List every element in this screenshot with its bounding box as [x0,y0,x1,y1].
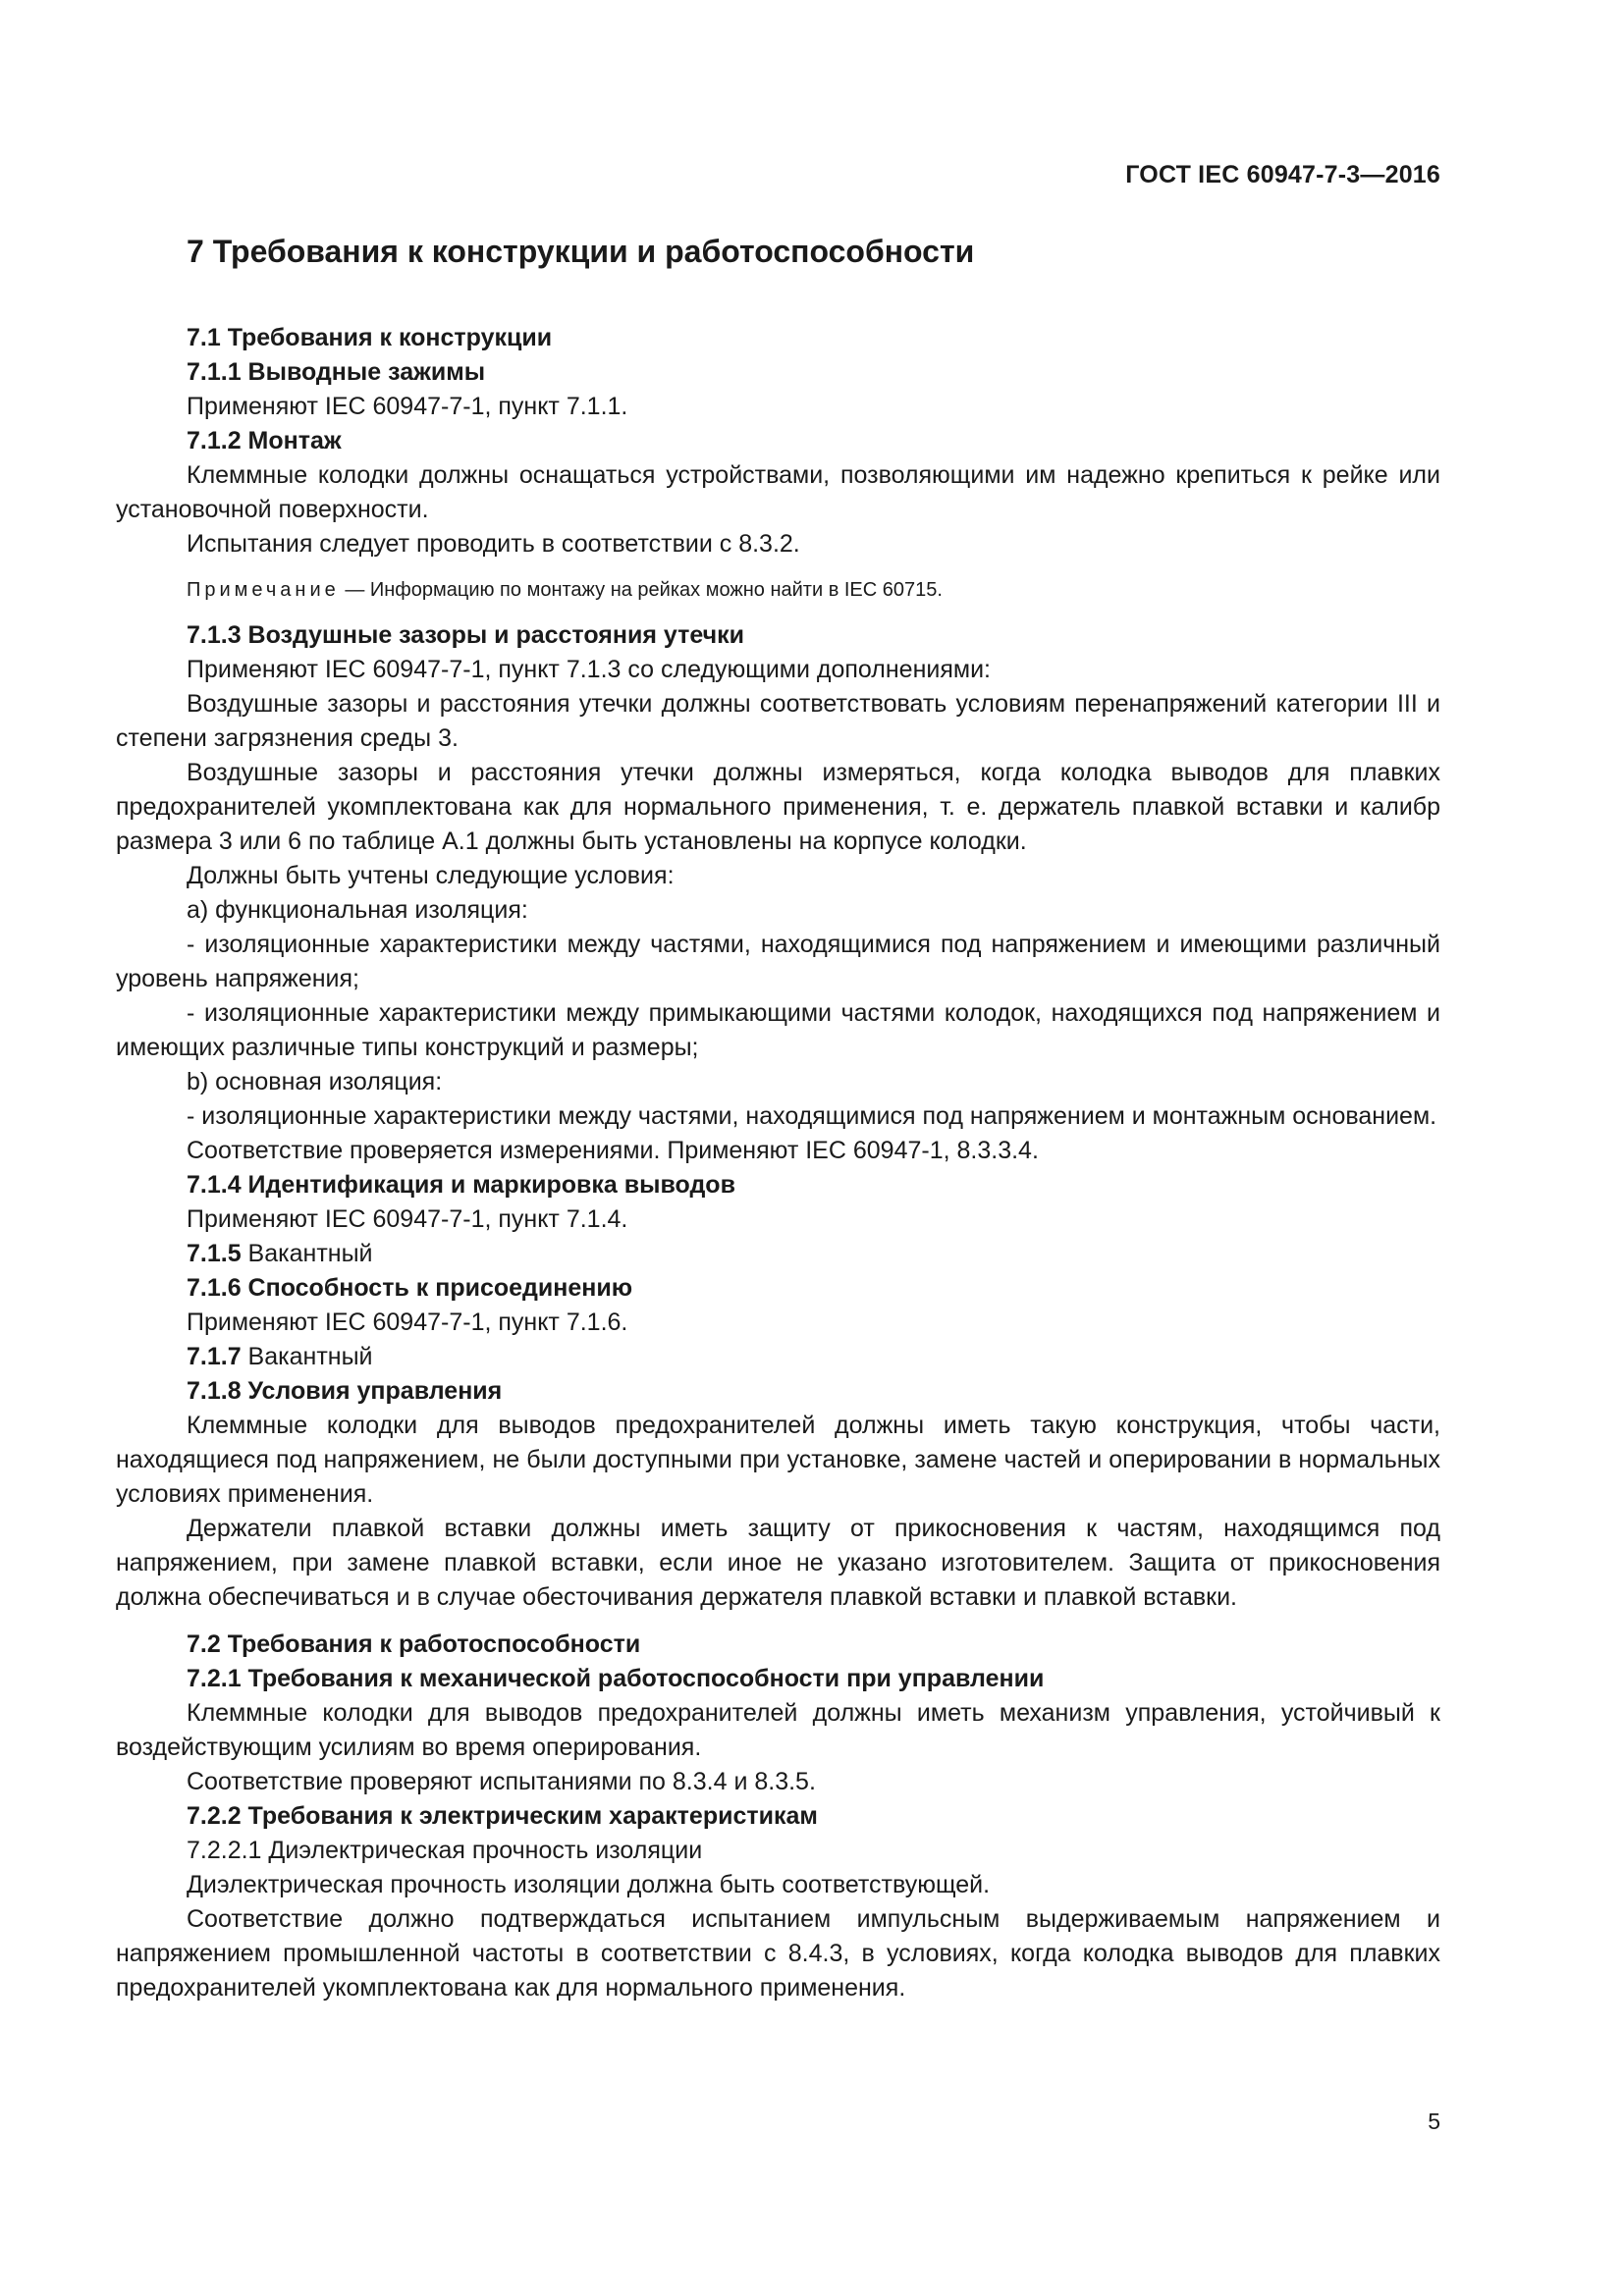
clause-7-1-3-list-b-item-1: - изоляционные характеристики между частями, находящимися под напряжением и монтажным основанием. [187,1102,1437,1130]
clause-7-1-8-text-1: Клеммные колодки для выводов предохранителей должны иметь такую конструкция, чтобы части, находящиеся под напряжением, не были доступными при установке, замене частей и оперировании в нормальных условиях применения. [116,1412,1440,1508]
clause-7-1-1-title: 7.1.1 Выводные зажимы [187,358,486,386]
clause-7-1-3-list-b: b) основная изоляция: [187,1068,443,1095]
section-title: 7 Требования к конструкции и работоспособности [187,234,975,269]
clause-7-1-7-number: 7.1.7 [187,1343,242,1370]
clause-7-1-6-title: 7.1.6 Способность к присоединению [187,1274,633,1302]
clause-7-1-3-text-1: Применяют IEC 60947-7-1, пункт 7.1.3 со следующими дополнениями: [187,656,991,683]
clause-7-1-1-text: Применяют IEC 60947-7-1, пункт 7.1.1. [187,393,628,420]
clause-7-1-2-text: Клеммные колодки должны оснащаться устройствами, позволяющими им надежно крепиться к рейке или установочной поверхности. [116,461,1440,523]
note [116,575,1440,605]
clause-7-1-2-test-text: Испытания следует проводить в соответствии с 8.3.2. [187,530,800,558]
clause-7-1-3-list-a-item-1: - изоляционные характеристики между частями, находящимися под напряжением и имеющими различный уровень напряжения; [116,931,1440,992]
clause-7-1-8-title: 7.1.8 Условия управления [187,1377,503,1405]
clause-7-1-3-text-5: Соответствие проверяется измерениями. Применяют IEC 60947-1, 8.3.3.4. [187,1137,1039,1164]
note-label: Примечание [187,579,340,601]
clause-7-2-2-1-text-2: Соответствие должно подтверждаться испытанием импульсным выдерживаемым напряжением и напряжением промышленной частоты в соответствии с 8.4.3, в условиях, когда колодка выводов для плавких предохранителей укомплектована как для нормального применения. [116,1905,1440,2002]
clause-7-1-3-list-a-item-2: - изоляционные характеристики между примыкающими частями колодок, находящихся под напряжением и имеющих различные типы конструкций и размеры; [116,999,1440,1061]
clause-7-1-3-list-a: а) функциональная изоляция: [187,896,528,924]
clause-7-2-1-text-1: Клеммные колодки для выводов предохранителей должны иметь механизм управления, устойчивый к воздействующим усилиям во время оперирования. [116,1699,1440,1761]
clause-7-1-5-text: Вакантный [241,1240,373,1267]
clause-7-2-2-1-title: 7.2.2.1 Диэлектрическая прочность изоляции [187,1837,703,1864]
clause-7-1-3-text-4: Должны быть учтены следующие условия: [187,862,675,889]
clause-7-1-5-number: 7.1.5 [187,1240,242,1267]
note-text: — Информацию по монтажу на рейках можно найти в IEC 60715. [339,579,943,601]
clause-7-1-3-text-2: Воздушные зазоры и расстояния утечки должны соответствовать условиям перенапряжений категории III и степени загрязнения среды 3. [116,690,1440,752]
clause-7-2-1-text-2: Соответствие проверяют испытаниями по 8.3.4 и 8.3.5. [187,1768,816,1795]
clause-7-2-2-title: 7.2.2 Требования к электрическим характеристикам [187,1802,818,1830]
document-page [116,0,1440,2296]
subsection-7-1-title: 7.1 Требования к конструкции [187,324,553,351]
clause-7-1-8-text-2: Держатели плавкой вставки должны иметь защиту от прикосновения к частям, находящимся под напряжением, при замене плавкой вставки, если иное не указано изготовителем. Защита от прикосновения должна обеспечиваться и в случае обесточивания держателя плавкой вставки и плавкой вставки. [116,1515,1440,1611]
subsection-7-2-title: 7.2 Требования к работоспособности [187,1630,641,1658]
clause-7-2-2-1-text-1: Диэлектрическая прочность изоляции должна быть соответствующей. [187,1871,991,1898]
clause-7-2-1-title: 7.2.1 Требования к механической работоспособности при управлении [187,1665,1045,1692]
clause-7-1-3-text-3: Воздушные зазоры и расстояния утечки должны измеряться, когда колодка выводов для плавких предохранителей укомплектована как для нормального применения, т. е. держатель плавкой вставки и калибр размера 3 или 6 по таблице А.1 должны быть установлены на корпусе колодки. [116,759,1440,855]
clause-7-1-7 [187,1340,1440,1374]
clause-7-1-4-text: Применяют IEC 60947-7-1, пункт 7.1.4. [187,1205,628,1233]
clause-7-1-4-title: 7.1.4 Идентификация и маркировка выводов [187,1171,735,1199]
clause-7-1-7-text: Вакантный [241,1343,373,1370]
clause-7-1-5 [187,1237,1440,1271]
clause-7-1-3-title: 7.1.3 Воздушные зазоры и расстояния утечки [187,621,745,649]
document-header-id: ГОСТ IEC 60947-7-3—2016 [1125,161,1440,188]
clause-7-1-2-title: 7.1.2 Монтаж [187,427,342,454]
page-number: 5 [1428,2109,1440,2134]
clause-7-1-6-text: Применяют IEC 60947-7-1, пункт 7.1.6. [187,1308,628,1336]
document-body [116,232,1440,2005]
